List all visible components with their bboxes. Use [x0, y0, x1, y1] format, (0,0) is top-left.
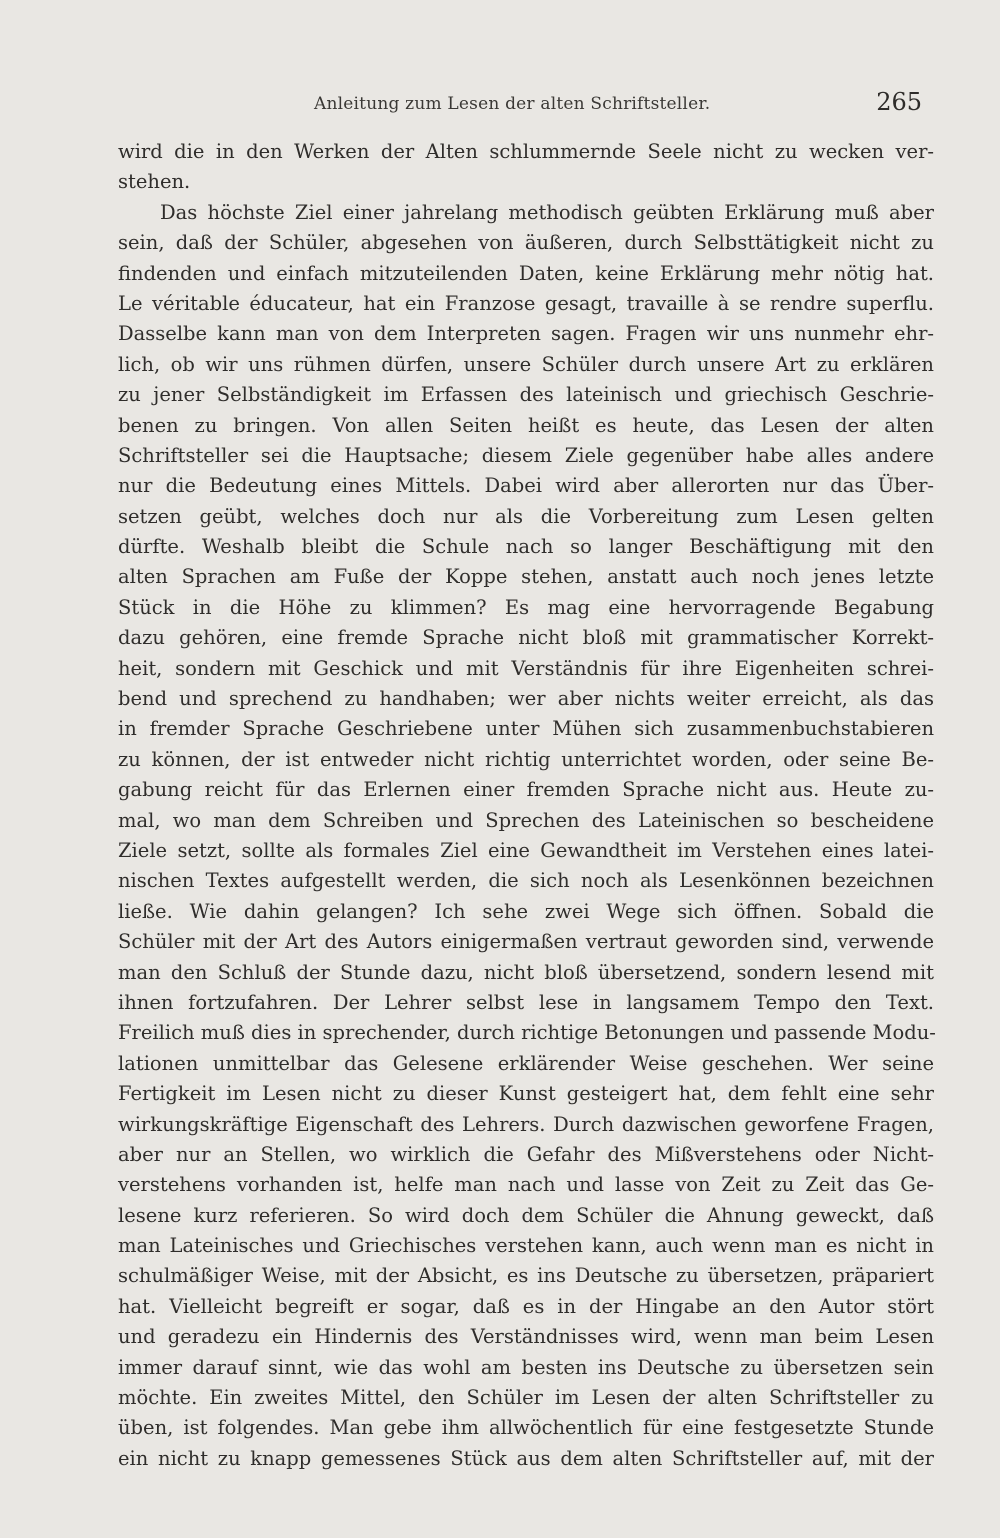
text-line: aber nur an Stellen, wo wirklich die Gefahr des Mißverstehens oder Nicht- [118, 1142, 934, 1166]
text-line: man den Schluß der Stunde dazu, nicht bloß übersetzend, sondern lesend mit [118, 960, 934, 984]
text-line: lationen unmittelbar das Gelesene erklärender Weise geschehen. Wer seine [118, 1051, 934, 1075]
text-line: stehen. [118, 170, 191, 194]
text-line: gabung reicht für das Erlernen einer fremden Sprache nicht aus. Heute zu- [118, 778, 934, 802]
text-line: in fremder Sprache Geschriebene unter Mühen sich zusammenbuchstabieren [118, 717, 934, 741]
text-line: möchte. Ein zweites Mittel, den Schüler im Lesen der alten Schriftsteller zu [118, 1386, 934, 1410]
text-line: ein nicht zu knapp gemessenes Stück aus dem alten Schriftsteller auf, mit der [118, 1446, 934, 1470]
text-line: nur die Bedeutung eines Mittels. Dabei wird aber allerorten nur das Über- [118, 474, 934, 498]
text-line: Ziele setzt, sollte als formales Ziel eine Gewandtheit im Verstehen eines latei- [118, 838, 934, 862]
text-line: Schriftsteller sei die Hauptsache; diesem Ziele gegenüber habe alles andere [118, 443, 934, 467]
text-line: schulmäßiger Weise, mit der Absicht, es ins Deutsche zu übersetzen, präpariert [118, 1264, 934, 1288]
text-line: Dasselbe kann man von dem Interpreten sagen. Fragen wir uns nunmehr ehr- [118, 322, 934, 346]
text-line: zu können, der ist entweder nicht richtig unterrichtet worden, oder seine Be- [118, 747, 934, 771]
text-line: immer darauf sinnt, wie das wohl am besten ins Deutsche zu übersetzen sein [118, 1355, 934, 1379]
text-line: dazu gehören, eine fremde Sprache nicht bloß mit grammatischer Korrekt- [118, 626, 934, 650]
text-line: Freilich muß dies in sprechender, durch richtige Betonungen und passende Modu- [118, 1021, 936, 1045]
text-line: lich, ob wir uns rühmen dürfen, unsere Schüler durch unsere Art zu erklären [118, 352, 934, 376]
text-line: und geradezu ein Hindernis des Verständnisses wird, wenn man beim Lesen [118, 1325, 934, 1349]
text-line: man Lateinisches und Griechisches verstehen kann, auch wenn man es nicht in [118, 1234, 934, 1258]
text-line: zu jener Selbständigkeit im Erfassen des lateinisch und griechisch Geschrie- [118, 383, 934, 407]
text-line: ihnen fortzufahren. Der Lehrer selbst lese in langsamem Tempo den Text. [118, 990, 934, 1014]
text-line: üben, ist folgendes. Man gebe ihm allwöchentlich für eine festgesetzte Stunde [118, 1416, 934, 1440]
text-line: bend und sprechend zu handhaben; wer aber nichts weiter erreicht, als das [118, 687, 934, 711]
text-line: findenden und einfach mitzuteilenden Daten, keine Erklärung mehr nötig hat. [118, 261, 934, 285]
text-line: heit, sondern mit Geschick und mit Verständnis für ihre Eigenheiten schrei- [118, 656, 934, 680]
page-header [118, 90, 930, 126]
text-line: Schüler mit der Art des Autors einigermaßen vertraut geworden sind, verwende [118, 930, 934, 954]
text-line: Le véritable éducateur, hat ein Franzose gesagt, travaille à se rendre superflu. [118, 291, 934, 315]
text-line: Fertigkeit im Lesen nicht zu dieser Kunst gesteigert hat, dem fehlt eine sehr [118, 1082, 934, 1106]
text-line: verstehens vorhanden ist, helfe man nach und lasse von Zeit zu Zeit das Ge- [118, 1173, 934, 1197]
text-line [118, 1474, 934, 1504]
text-line: mal, wo man dem Schreiben und Sprechen des Lateinischen so bescheidene [118, 808, 934, 832]
text-line: dürfte. Weshalb bleibt die Schule nach so langer Beschäftigung mit den [118, 535, 934, 559]
text-line: setzen geübt, welches doch nur als die Vorbereitung zum Lesen gelten [118, 504, 934, 528]
text-line: hat. Vielleicht begreift er sogar, daß es in der Hingabe an den Autor stört [118, 1294, 934, 1318]
text-line: nischen Textes aufgestellt werden, die sich noch als Lesenkönnen bezeichnen [118, 869, 934, 893]
text-line: wird die in den Werken der Alten schlummernde Seele nicht zu wecken ver- [118, 140, 934, 163]
page-number: 265 [876, 88, 922, 116]
running-title: Anleitung zum Lesen der alten Schriftsteller. [314, 94, 711, 114]
text-line: lesene kurz referieren. So wird doch dem Schüler die Ahnung geweckt, daß [118, 1203, 934, 1227]
text-line: benen zu bringen. Von allen Seiten heißt es heute, das Lesen der alten [118, 413, 934, 437]
text-line: Stück in die Höhe zu klimmen? Es mag eine hervorragende Begabung [118, 595, 934, 619]
text-line: wirkungskräftige Eigenschaft des Lehrers. Durch dazwischen geworfene Fragen, [118, 1112, 934, 1136]
text-line: sein, daß der Schüler, abgesehen von äußeren, durch Selbsttätigkeit nicht zu [118, 231, 934, 255]
text-line: ließe. Wie dahin gelangen? Ich sehe zwei Wege sich öffnen. Sobald die [118, 899, 934, 923]
body-text [118, 137, 934, 1505]
text-line: Das höchste Ziel einer jahrelang methodisch geübten Erklärung muß aber [160, 200, 934, 224]
text-line: alten Sprachen am Fuße der Koppe stehen, anstatt auch noch jenes letzte [118, 565, 934, 589]
